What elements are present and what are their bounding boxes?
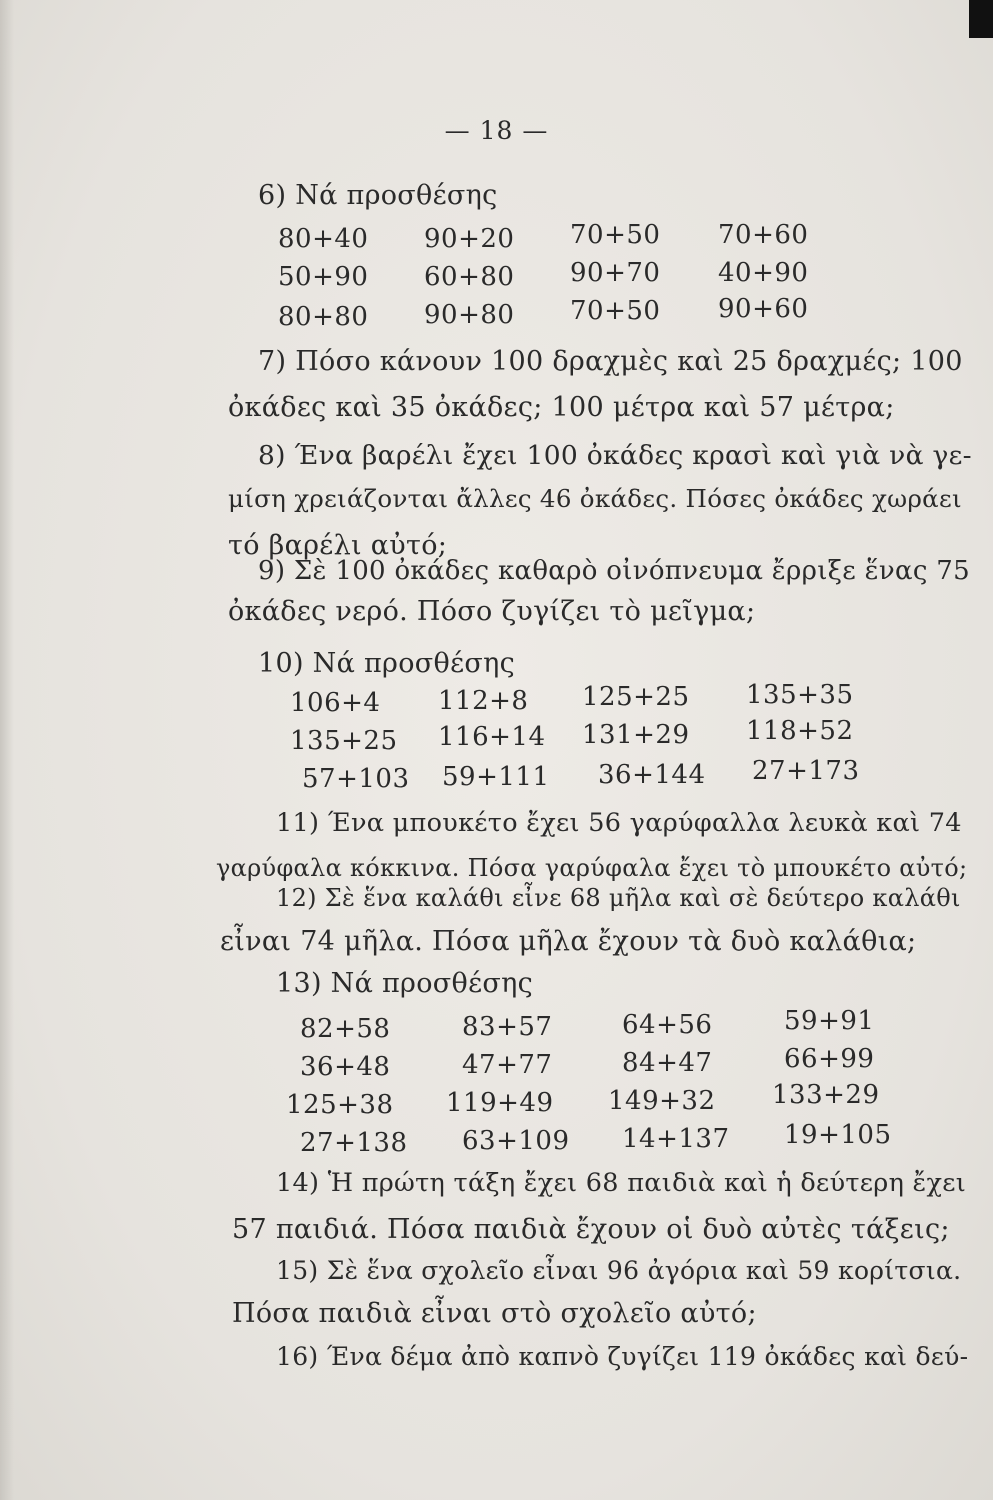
ex7-line: 7) Πόσο κάνουν 100 δραχμὲς καὶ 25 δραχμές; 100 xyxy=(258,346,963,377)
ex8-line: τό βαρέλι αὐτό; xyxy=(228,530,448,561)
ex13-sum: 64+56 xyxy=(622,1010,713,1040)
ex13-title: 13) Νά προσθέσης xyxy=(276,968,533,999)
ex12-line: 12) Σὲ ἕνα καλάθι εἶνε 68 μῆλα καὶ σὲ δεύτερο καλάθι xyxy=(276,884,961,912)
ex16-line: 16) Ένα δέμα ἀπὸ καπνὸ ζυγίζει 119 ὀκάδες καὶ δεύ- xyxy=(276,1342,969,1371)
ex11-line: γαρύφαλα κόκκινα. Πόσα γαρύφαλα ἔχει τὸ μπουκέτο αὐτό; xyxy=(216,854,968,882)
ex10-sum: 112+8 xyxy=(438,686,529,716)
ex13-sum: 47+77 xyxy=(462,1050,553,1080)
ex10-sum: 27+173 xyxy=(752,756,860,786)
ex13-sum: 125+38 xyxy=(286,1090,394,1120)
ex10-sum: 135+35 xyxy=(746,680,854,710)
ex10-sum: 106+4 xyxy=(290,688,381,718)
ex13-sum: 63+109 xyxy=(462,1126,570,1156)
ex13-sum: 83+57 xyxy=(462,1012,553,1042)
ex6-sum: 70+50 xyxy=(570,296,661,326)
ex6-sum: 80+40 xyxy=(278,224,369,254)
ex10-title: 10) Νά προσθέσης xyxy=(258,648,515,679)
ex13-sum: 36+48 xyxy=(300,1052,391,1082)
ex6-sum: 50+90 xyxy=(278,262,369,292)
ex6-sum: 70+50 xyxy=(570,220,661,250)
ex6-sum: 90+70 xyxy=(570,258,661,288)
ex9-line: 9) Σὲ 100 ὀκάδες καθαρὸ οἰνόπνευμα ἔρριξε ἕνας 75 xyxy=(258,556,970,586)
ex13-sum: 59+91 xyxy=(784,1006,875,1036)
page-number: — 18 — xyxy=(444,116,549,145)
scan-corner-mark xyxy=(969,0,993,38)
ex10-sum: 57+103 xyxy=(302,764,410,794)
ex13-sum: 84+47 xyxy=(622,1048,713,1078)
ex7-line: ὀκάδες καὶ 35 ὀκάδες; 100 μέτρα καὶ 57 μέτρα; xyxy=(228,392,895,423)
ex15-line: 15) Σὲ ἕνα σχολεῖο εἶναι 96 ἀγόρια καὶ 59 κορίτσια. xyxy=(276,1256,962,1285)
ex14-line: 57 παιδιά. Πόσα παιδιὰ ἔχουν οἱ δυὸ αὐτὲς τάξεις; xyxy=(232,1214,950,1245)
ex14-line: 14) Ἡ πρώτη τάξη ἔχει 68 παιδιὰ καὶ ἡ δεύτερη ἔχει xyxy=(276,1168,967,1198)
ex13-sum: 119+49 xyxy=(446,1088,554,1118)
ex15-line: Πόσα παιδιὰ εἶναι στὸ σχολεῖο αὐτό; xyxy=(232,1298,757,1329)
ex10-sum: 36+144 xyxy=(598,760,706,790)
page-edge-shadow xyxy=(0,0,14,1500)
ex13-sum: 14+137 xyxy=(622,1124,730,1154)
ex8-line: μίση χρειάζονται ἄλλες 46 ὀκάδες. Πόσες ὀκάδες χωράει xyxy=(228,484,962,513)
ex13-sum: 27+138 xyxy=(300,1128,408,1158)
ex6-sum: 40+90 xyxy=(718,258,809,288)
ex6-sum: 80+80 xyxy=(278,302,369,332)
ex10-sum: 116+14 xyxy=(438,722,546,752)
ex6-sum: 70+60 xyxy=(718,220,809,250)
ex13-sum: 133+29 xyxy=(772,1080,880,1110)
ex13-sum: 66+99 xyxy=(784,1044,875,1074)
ex10-sum: 131+29 xyxy=(582,720,690,750)
ex12-line: εἶναι 74 μῆλα. Πόσα μῆλα ἔχουν τὰ δυὸ καλάθια; xyxy=(220,926,917,957)
ex6-sum: 90+80 xyxy=(424,300,515,330)
ex6-sum: 90+20 xyxy=(424,224,515,254)
ex6-sum: 90+60 xyxy=(718,294,809,324)
ex13-sum: 149+32 xyxy=(608,1086,716,1116)
ex9-line: ὀκάδες νερό. Πόσο ζυγίζει τὸ μεῖγμα; xyxy=(228,596,756,627)
ex13-sum: 82+58 xyxy=(300,1014,391,1044)
ex8-line: 8) Ένα βαρέλι ἔχει 100 ὀκάδες κρασὶ καὶ γιὰ νὰ γε- xyxy=(258,440,972,471)
ex6-title: 6) Νά προσθέσης xyxy=(258,180,498,211)
ex13-sum: 19+105 xyxy=(784,1120,892,1150)
ex10-sum: 125+25 xyxy=(582,682,690,712)
ex10-sum: 59+111 xyxy=(442,762,550,792)
ex6-sum: 60+80 xyxy=(424,262,515,292)
ex10-sum: 118+52 xyxy=(746,716,854,746)
ex11-line: 11) Ένα μπουκέτο ἔχει 56 γαρύφαλλα λευκὰ καὶ 74 xyxy=(276,808,962,838)
ex10-sum: 135+25 xyxy=(290,726,398,756)
